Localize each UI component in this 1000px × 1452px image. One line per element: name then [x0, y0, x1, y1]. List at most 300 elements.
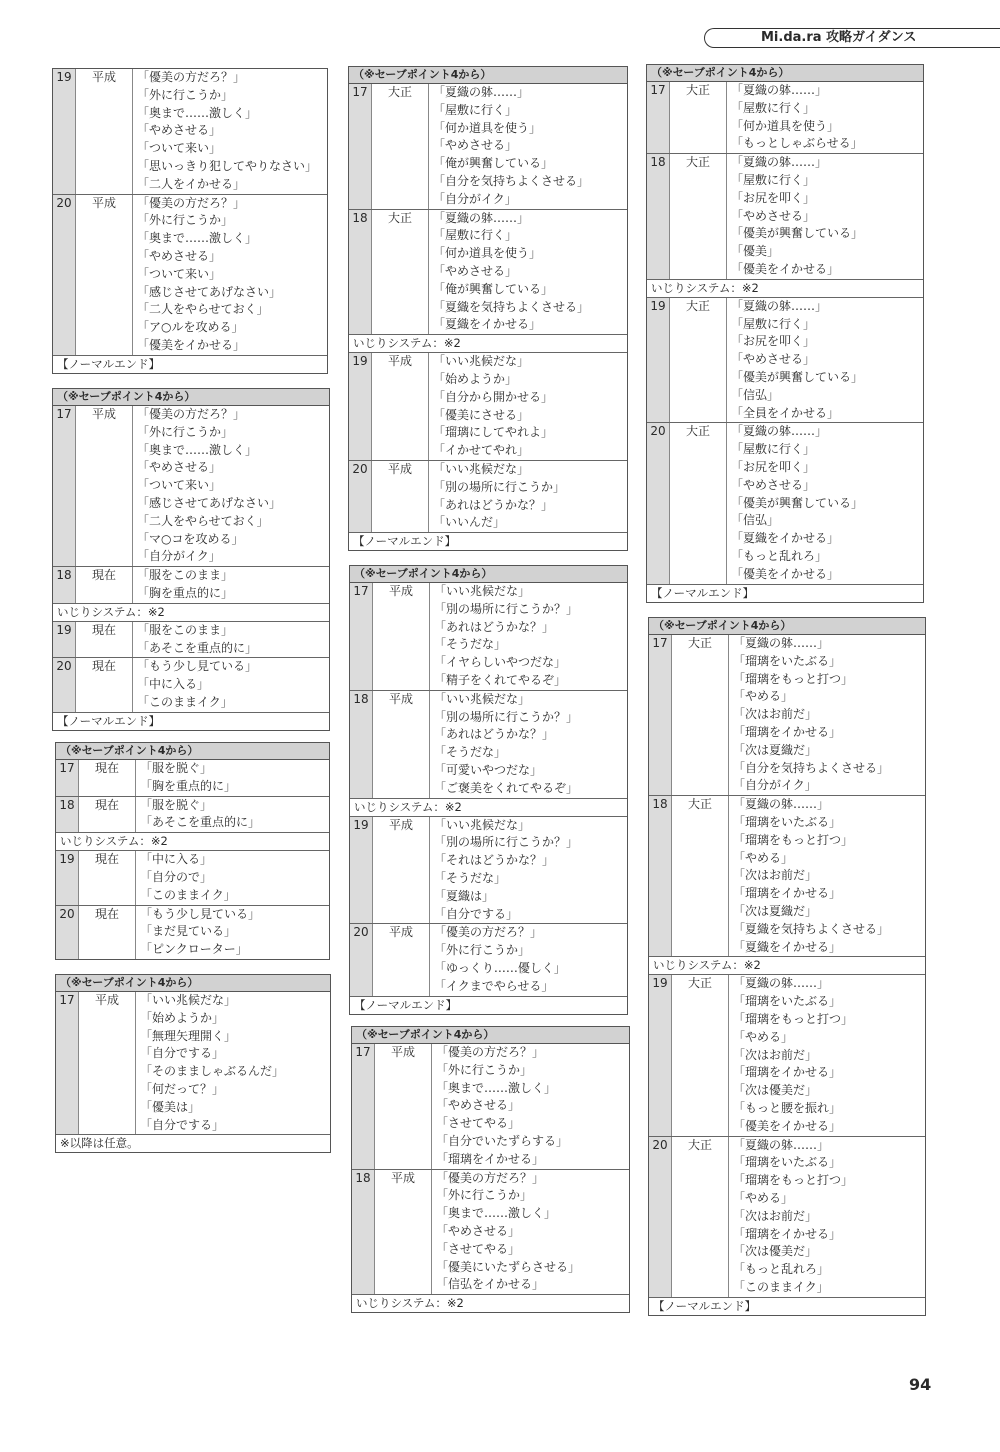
choice-text: 「次は夏織だ」 — [733, 742, 818, 757]
choice-text: 「次は優美だ」 — [733, 1244, 818, 1259]
table-note: 【ノーマルエンド】 — [57, 713, 161, 728]
table-row — [352, 1170, 629, 1296]
day-number: 20 — [53, 658, 76, 711]
choice-text: 「次はお前だ」 — [733, 1047, 818, 1062]
era-label: 平成 — [387, 354, 412, 369]
choice-list — [728, 796, 925, 956]
day-number: 17 — [53, 406, 76, 566]
table-row — [56, 851, 329, 905]
choice-text: 「瑠璃をもっと打つ」 — [733, 832, 854, 847]
choice-list — [135, 906, 329, 959]
era-label: 平成 — [388, 925, 413, 940]
choice-text: 「いい兆候だな」 — [434, 584, 531, 598]
choice-text: 「夏織の躰……」 — [433, 210, 530, 225]
choice-text: 「別の場所に行こうか？」 — [434, 601, 579, 616]
choice-list — [728, 1137, 925, 1297]
choice-text: 「優美をイかせる」 — [733, 1118, 842, 1133]
choice-text: 「外に行こうか」 — [436, 1188, 533, 1203]
choice-text: 「自分ので」 — [140, 869, 213, 884]
choice-text: 「感じさせてあげなさい」 — [137, 284, 282, 299]
choice-list — [428, 84, 627, 209]
era-label: 現在 — [91, 622, 116, 637]
choice-text: 「瑠璃をもっと打つ」 — [733, 671, 854, 686]
day-number: 18 — [350, 691, 373, 798]
choice-text: 「夏織を気持ちよくさせる」 — [733, 921, 890, 936]
choice-text: 「二人をやらせておく」 — [137, 302, 269, 317]
era-label: 現在 — [91, 568, 116, 583]
choice-text: 「夏織の躰……」 — [733, 636, 830, 650]
table-note: 【ノーマルエンド】 — [353, 534, 457, 549]
table-row — [56, 760, 329, 797]
choice-text: 「それはどうかな？」 — [434, 853, 555, 868]
choice-text: 「このままイク」 — [137, 694, 233, 709]
choice-text: 「屋敷に行く」 — [731, 100, 816, 115]
choice-text: 「ピンクローター」 — [140, 942, 248, 957]
era-label: 平成 — [91, 195, 116, 210]
table-note: いじりシステム：※2 — [53, 604, 329, 622]
choice-text: 「あれはどうかな？」 — [434, 727, 555, 742]
choice-text: 「夏織をイかせる」 — [733, 939, 842, 954]
choice-text: 「全員をイかせる」 — [731, 405, 840, 420]
choice-list — [429, 924, 627, 995]
choice-text: 「やめる」 — [733, 850, 794, 865]
choice-text: 「お尻を叩く」 — [731, 459, 816, 474]
day-number: 19 — [647, 298, 670, 423]
table-row — [352, 1044, 629, 1170]
day-number: 20 — [56, 906, 79, 959]
choice-text: 「瑠璃をいたぶる」 — [733, 1155, 842, 1170]
choice-text: 「夏織の躰……」 — [733, 976, 830, 991]
choice-text: 「もっとしゃぶらせる」 — [731, 136, 863, 151]
day-number: 17 — [56, 760, 79, 796]
table-row — [649, 1137, 925, 1298]
choice-text: 「自分でする」 — [434, 906, 519, 921]
table-row — [649, 975, 925, 1136]
era-label: 現在 — [91, 659, 116, 674]
choice-text: 「何だって？」 — [140, 1081, 225, 1096]
choice-list — [132, 622, 329, 658]
table-row — [647, 423, 923, 584]
choice-text: 「外に行こうか」 — [436, 1062, 533, 1077]
day-number: 19 — [56, 851, 79, 904]
choice-text: 「もう少し見ている」 — [137, 659, 258, 674]
choice-text: 「そうだな」 — [434, 637, 507, 652]
choice-text: 「胸を重点的に」 — [140, 778, 237, 793]
choice-list — [428, 210, 627, 335]
choice-text: 「イクまでやらせる」 — [434, 978, 554, 993]
choice-text: 「何か道具を使う」 — [433, 120, 542, 135]
choice-text: 「ア○ルを攻める」 — [137, 320, 244, 335]
table-note: いじりシステム：※2 — [647, 280, 923, 298]
choice-text: 「ついて来い」 — [137, 478, 222, 493]
choice-list — [728, 635, 925, 795]
choice-text: 「瑠璃をイかせる」 — [733, 1065, 842, 1080]
table-row — [53, 406, 329, 567]
day-number: 19 — [649, 975, 672, 1135]
page-header: Mi.da.ra 攻略ガイダンス — [704, 28, 1000, 48]
choice-text: 「ついて来い」 — [137, 141, 222, 156]
table-row — [56, 906, 329, 959]
choice-text: 「外に行こうか」 — [434, 943, 531, 958]
choice-text: 「別の場所に行こうか？」 — [434, 709, 579, 724]
choice-text: 「優美をイかせる」 — [137, 337, 246, 352]
choice-text: 「優美の方だろ？」 — [436, 1170, 545, 1185]
choice-text: 「何か道具を使う」 — [433, 246, 542, 261]
table-note: 【ノーマルエンド】 — [57, 356, 161, 371]
choice-table — [646, 64, 924, 603]
table-row — [53, 195, 327, 356]
era-label: 平成 — [91, 407, 116, 421]
table-note: 【ノーマルエンド】 — [651, 585, 755, 600]
choice-text: 「優美の方だろ？」 — [137, 70, 246, 84]
table-row — [53, 622, 329, 659]
day-number: 20 — [53, 195, 76, 355]
choice-text: 「瑠璃をいたぶる」 — [733, 994, 842, 1009]
choice-text: 「瑠璃をイかせる」 — [733, 1226, 842, 1241]
choice-text: 「優美をイかせる」 — [731, 566, 840, 581]
choice-text: 「ご褒美をくれてやるぞ」 — [434, 780, 579, 795]
choice-list — [726, 82, 923, 153]
choice-list — [429, 691, 627, 798]
choice-text: 「やめさせる」 — [436, 1098, 521, 1113]
choice-text: 「次は優美だ」 — [733, 1083, 818, 1098]
day-number: 18 — [649, 796, 672, 956]
choice-text: 「瑠璃をイかせる」 — [733, 724, 842, 739]
choice-text: 「自分から開かせる」 — [433, 389, 554, 404]
choice-text: 「次はお前だ」 — [733, 868, 818, 883]
era-label: 平成 — [390, 1170, 415, 1185]
choice-text: 「屋敷に行く」 — [731, 316, 816, 331]
choice-text: 「奥まで……激しく」 — [137, 231, 258, 246]
era-label: 大正 — [687, 1137, 712, 1152]
choice-text: 「瑠璃をいたぶる」 — [733, 653, 842, 668]
era-label: 大正 — [685, 155, 710, 170]
choice-table — [349, 565, 628, 1015]
choice-text: 「優美をイかせる」 — [731, 261, 840, 276]
choice-text: 「胸を重点的に」 — [137, 585, 234, 600]
choice-text: 「外に行こうか」 — [137, 213, 234, 228]
choice-text: 「外に行こうか」 — [137, 87, 234, 102]
choice-text: 「瑠璃にしてやれよ」 — [433, 425, 554, 440]
choice-text: 「優美の方だろ？」 — [137, 195, 246, 210]
choice-text: 「そのまましゃぶるんだ」 — [140, 1064, 285, 1079]
choice-text: 「別の場所に行こうか？」 — [434, 835, 579, 850]
table-note: いじりシステム：※2 — [649, 957, 925, 975]
table-heading: （※セーブポイント4から） — [352, 1027, 629, 1044]
era-label: 現在 — [94, 852, 119, 867]
choice-text: 「まだ見ている」 — [140, 924, 237, 939]
era-label: 大正 — [687, 797, 712, 812]
choice-text: 「次はお前だ」 — [733, 1208, 818, 1223]
choice-list — [429, 583, 627, 690]
choice-text: 「あそこを重点的に」 — [140, 815, 261, 830]
choice-text: 「イかせてやれ」 — [433, 443, 530, 458]
day-number: 18 — [352, 1170, 375, 1295]
choice-list — [135, 992, 330, 1134]
day-number: 20 — [649, 1137, 672, 1297]
choice-text: 「このままイク」 — [140, 887, 236, 902]
table-heading: （※セーブポイント4から） — [649, 618, 925, 635]
choice-text: 「可愛いやつだな」 — [434, 762, 543, 777]
era-label: 大正 — [685, 298, 710, 313]
choice-list — [132, 69, 327, 194]
choice-table — [55, 974, 331, 1153]
choice-list — [132, 567, 329, 603]
table-note: いじりシステム：※2 — [350, 799, 627, 817]
choice-text: 「やめさせる」 — [137, 123, 222, 138]
choice-text: 「何か道具を使う」 — [731, 118, 840, 133]
choice-text: 「奥まで……激しく」 — [137, 442, 258, 457]
table-heading: （※セーブポイント4から） — [350, 566, 627, 583]
day-number: 20 — [350, 924, 373, 995]
day-number: 19 — [349, 353, 372, 460]
choice-text: 「奥まで……激しく」 — [137, 105, 258, 120]
choice-text: 「もう少し見ている」 — [140, 906, 261, 921]
choice-text: 「夏織の躰……」 — [733, 797, 830, 812]
era-label: 大正 — [387, 210, 412, 225]
choice-text: 「優美が興奮している」 — [731, 226, 864, 241]
choice-text: 「やめる」 — [733, 689, 794, 704]
choice-text: 「思いっきり犯してやりなさい」 — [137, 158, 318, 173]
choice-text: 「もっと乱れろ」 — [733, 1262, 830, 1277]
choice-text: 「あれはどうかな？」 — [433, 497, 554, 512]
choice-text: 「信弘」 — [731, 387, 780, 402]
choice-text: 「ついて来い」 — [137, 266, 222, 281]
era-label: 大正 — [685, 83, 710, 97]
choice-text: 「中に入る」 — [140, 852, 213, 867]
choice-list — [726, 423, 923, 583]
table-row — [350, 817, 627, 925]
era-label: 大正 — [387, 85, 412, 99]
choice-text: 「優美が興奮している」 — [731, 495, 864, 510]
choice-list — [135, 797, 329, 833]
choice-text: 「やめさせる」 — [731, 208, 816, 223]
day-number: 17 — [647, 82, 670, 153]
day-number: 20 — [647, 423, 670, 583]
day-number: 19 — [53, 622, 76, 658]
table-note: 【ノーマルエンド】 — [653, 1298, 757, 1313]
day-number: 18 — [53, 567, 76, 603]
choice-text: 「次は夏織だ」 — [733, 903, 818, 918]
day-number: 19 — [53, 69, 76, 194]
choice-list — [132, 658, 329, 711]
choice-text: 「夏織を気持ちよくさせる」 — [433, 299, 590, 314]
table-heading: （※セーブポイント4から） — [349, 67, 627, 84]
choice-text: 「もっと乱れろ」 — [731, 548, 828, 563]
choice-text: 「瑠璃をいたぶる」 — [733, 814, 842, 829]
table-row — [647, 298, 923, 424]
choice-text: 「このままイク」 — [733, 1279, 829, 1294]
choice-list — [728, 975, 925, 1135]
choice-text: 「服をこのまま」 — [137, 568, 234, 583]
choice-text: 「精子をくれてやるぞ」 — [434, 672, 567, 687]
choice-text: 「服をこのまま」 — [137, 622, 234, 637]
choice-text: 「そうだな」 — [434, 870, 507, 885]
choice-text: 「いい兆候だな」 — [433, 354, 530, 369]
choice-list — [429, 817, 627, 924]
choice-table — [351, 1026, 630, 1313]
choice-text: 「やめさせる」 — [137, 460, 222, 475]
table-row — [350, 583, 627, 691]
choice-text: 「いい兆候だな」 — [434, 691, 531, 706]
day-number: 17 — [349, 84, 372, 209]
choice-text: 「二人をやらせておく」 — [137, 513, 269, 528]
choice-list — [431, 1170, 629, 1295]
table-row — [349, 84, 627, 210]
table-note: いじりシステム：※2 — [56, 833, 329, 851]
day-number: 18 — [647, 154, 670, 279]
choice-text: 「いいんだ」 — [433, 515, 506, 530]
day-number: 19 — [350, 817, 373, 924]
choice-text: 「優美」 — [731, 244, 780, 259]
choice-text: 「瑠璃をもっと打つ」 — [733, 1173, 854, 1188]
choice-text: 「服を脱ぐ」 — [140, 761, 213, 775]
choice-text: 「優美にいたずらさせる」 — [436, 1259, 581, 1274]
choice-text: 「瑠璃をイかせる」 — [733, 886, 842, 901]
choice-text: 「夏織の躰……」 — [731, 424, 828, 439]
choice-table — [52, 68, 328, 374]
choice-text: 「優美にさせる」 — [433, 407, 530, 422]
choice-text: 「ゆっくり……優しく」 — [434, 960, 566, 975]
choice-text: 「あれはどうかな？」 — [434, 619, 555, 634]
choice-text: 「いい兆候だな」 — [434, 817, 531, 832]
era-label: 現在 — [94, 906, 119, 921]
table-row — [53, 69, 327, 195]
choice-text: 「夏織の躰……」 — [731, 155, 828, 170]
choice-text: 「イヤらしいやつだな」 — [434, 655, 567, 670]
choice-text: 「始めようか」 — [140, 1010, 225, 1025]
day-number: 17 — [350, 583, 373, 690]
day-number: 17 — [649, 635, 672, 795]
choice-text: 「あそこを重点的に」 — [137, 640, 258, 655]
table-row — [649, 635, 925, 796]
choice-text: 「始めようか」 — [433, 371, 518, 386]
choice-list — [431, 1044, 629, 1169]
choice-text: 「お尻を叩く」 — [731, 334, 816, 349]
choice-text: 「自分でいたずらする」 — [436, 1133, 569, 1148]
choice-text: 「夏織をイかせる」 — [433, 317, 542, 332]
page-number: 94 — [909, 1375, 932, 1394]
choice-text: 「外に行こうか」 — [137, 424, 234, 439]
table-row — [53, 567, 329, 604]
choice-text: 「中に入る」 — [137, 677, 210, 692]
choice-list — [132, 406, 329, 566]
choice-text: 「優美の方だろ？」 — [436, 1045, 545, 1059]
choice-text: 「やめさせる」 — [731, 352, 816, 367]
table-row — [649, 796, 925, 957]
choice-list — [132, 195, 327, 355]
table-row — [349, 461, 627, 533]
choice-text: 「屋敷に行く」 — [433, 228, 518, 243]
choice-text: 「屋敷に行く」 — [433, 102, 518, 117]
choice-text: 「やめさせる」 — [731, 477, 816, 492]
choice-text: 「感じさせてあげなさい」 — [137, 495, 282, 510]
choice-text: 「服を脱ぐ」 — [140, 797, 213, 812]
table-heading: （※セーブポイント4から） — [647, 65, 923, 82]
era-label: 平成 — [388, 817, 413, 832]
era-label: 大正 — [685, 424, 710, 439]
choice-text: 「夏織の躰……」 — [731, 298, 828, 313]
choice-text: 「夏織をイかせる」 — [731, 531, 840, 546]
choice-text: 「俺が興奮している」 — [433, 281, 554, 296]
choice-text: 「無理矢理開く」 — [140, 1028, 237, 1043]
era-label: 平成 — [94, 993, 119, 1007]
choice-list — [135, 760, 329, 796]
choice-text: 「自分でする」 — [140, 1117, 225, 1132]
choice-text: 「いい兆候だな」 — [140, 993, 237, 1007]
table-row — [350, 691, 627, 799]
choice-text: 「自分がイク」 — [433, 191, 517, 206]
choice-text: 「マ○コを攻める」 — [137, 531, 244, 546]
choice-text: 「瑠璃をイかせる」 — [436, 1151, 545, 1166]
day-number: 20 — [349, 461, 372, 532]
choice-text: 「俺が興奮している」 — [433, 156, 554, 171]
choice-text: 「やめさせる」 — [137, 248, 222, 263]
choice-table — [52, 388, 330, 731]
table-note: いじりシステム：※2 — [349, 335, 627, 353]
day-number: 17 — [352, 1044, 375, 1169]
era-label: 平成 — [91, 70, 116, 84]
choice-text: 「夏織は」 — [434, 888, 495, 903]
day-number: 18 — [56, 797, 79, 833]
table-row — [53, 658, 329, 712]
choice-text: 「次はお前だ」 — [733, 707, 818, 722]
table-row — [56, 992, 330, 1135]
choice-text: 「信弘」 — [731, 513, 780, 528]
choice-text: 「信弘をイかせる」 — [436, 1277, 545, 1292]
table-heading: （※セーブポイント4から） — [56, 743, 329, 760]
choice-text: 「自分を気持ちよくさせる」 — [433, 173, 590, 188]
table-row — [647, 154, 923, 280]
choice-text: 「奥まで……激しく」 — [436, 1080, 557, 1095]
day-number: 18 — [349, 210, 372, 335]
choice-text: 「やめる」 — [733, 1029, 794, 1044]
day-number: 17 — [56, 992, 79, 1134]
choice-text: 「そうだな」 — [434, 745, 507, 760]
choice-text: 「もっと腰を振れ」 — [733, 1100, 842, 1115]
choice-text: 「優美の方だろ？」 — [137, 407, 246, 421]
choice-table — [648, 617, 926, 1316]
table-heading: （※セーブポイント4から） — [53, 389, 329, 406]
choice-table — [55, 742, 330, 960]
choice-text: 「奥まで……激しく」 — [436, 1206, 557, 1221]
era-label: 大正 — [687, 636, 712, 650]
era-label: 平成 — [390, 1045, 415, 1059]
choice-text: 「やめさせる」 — [436, 1223, 521, 1238]
choice-text: 「自分がイク」 — [137, 549, 221, 564]
era-label: 現在 — [94, 761, 119, 775]
choice-text: 「自分でする」 — [140, 1046, 225, 1061]
choice-text: 「やめる」 — [733, 1190, 794, 1205]
choice-text: 「別の場所に行こうか」 — [433, 479, 566, 494]
table-heading: （※セーブポイント4から） — [56, 975, 330, 992]
choice-text: 「夏織の躰……」 — [731, 83, 828, 97]
era-label: 平成 — [387, 461, 412, 476]
choice-list — [726, 154, 923, 279]
choice-text: 「自分を気持ちよくさせる」 — [733, 760, 890, 775]
era-label: 平成 — [388, 691, 413, 706]
table-row — [647, 82, 923, 154]
choice-text: 「屋敷に行く」 — [731, 442, 816, 457]
choice-text: 「自分がイク」 — [733, 778, 817, 793]
table-row — [56, 797, 329, 834]
choice-text: 「やめさせる」 — [433, 138, 518, 153]
choice-list — [135, 851, 329, 904]
choice-list — [428, 353, 627, 460]
table-row — [349, 210, 627, 336]
choice-text: 「瑠璃をもっと打つ」 — [733, 1011, 854, 1026]
era-label: 平成 — [388, 584, 413, 598]
